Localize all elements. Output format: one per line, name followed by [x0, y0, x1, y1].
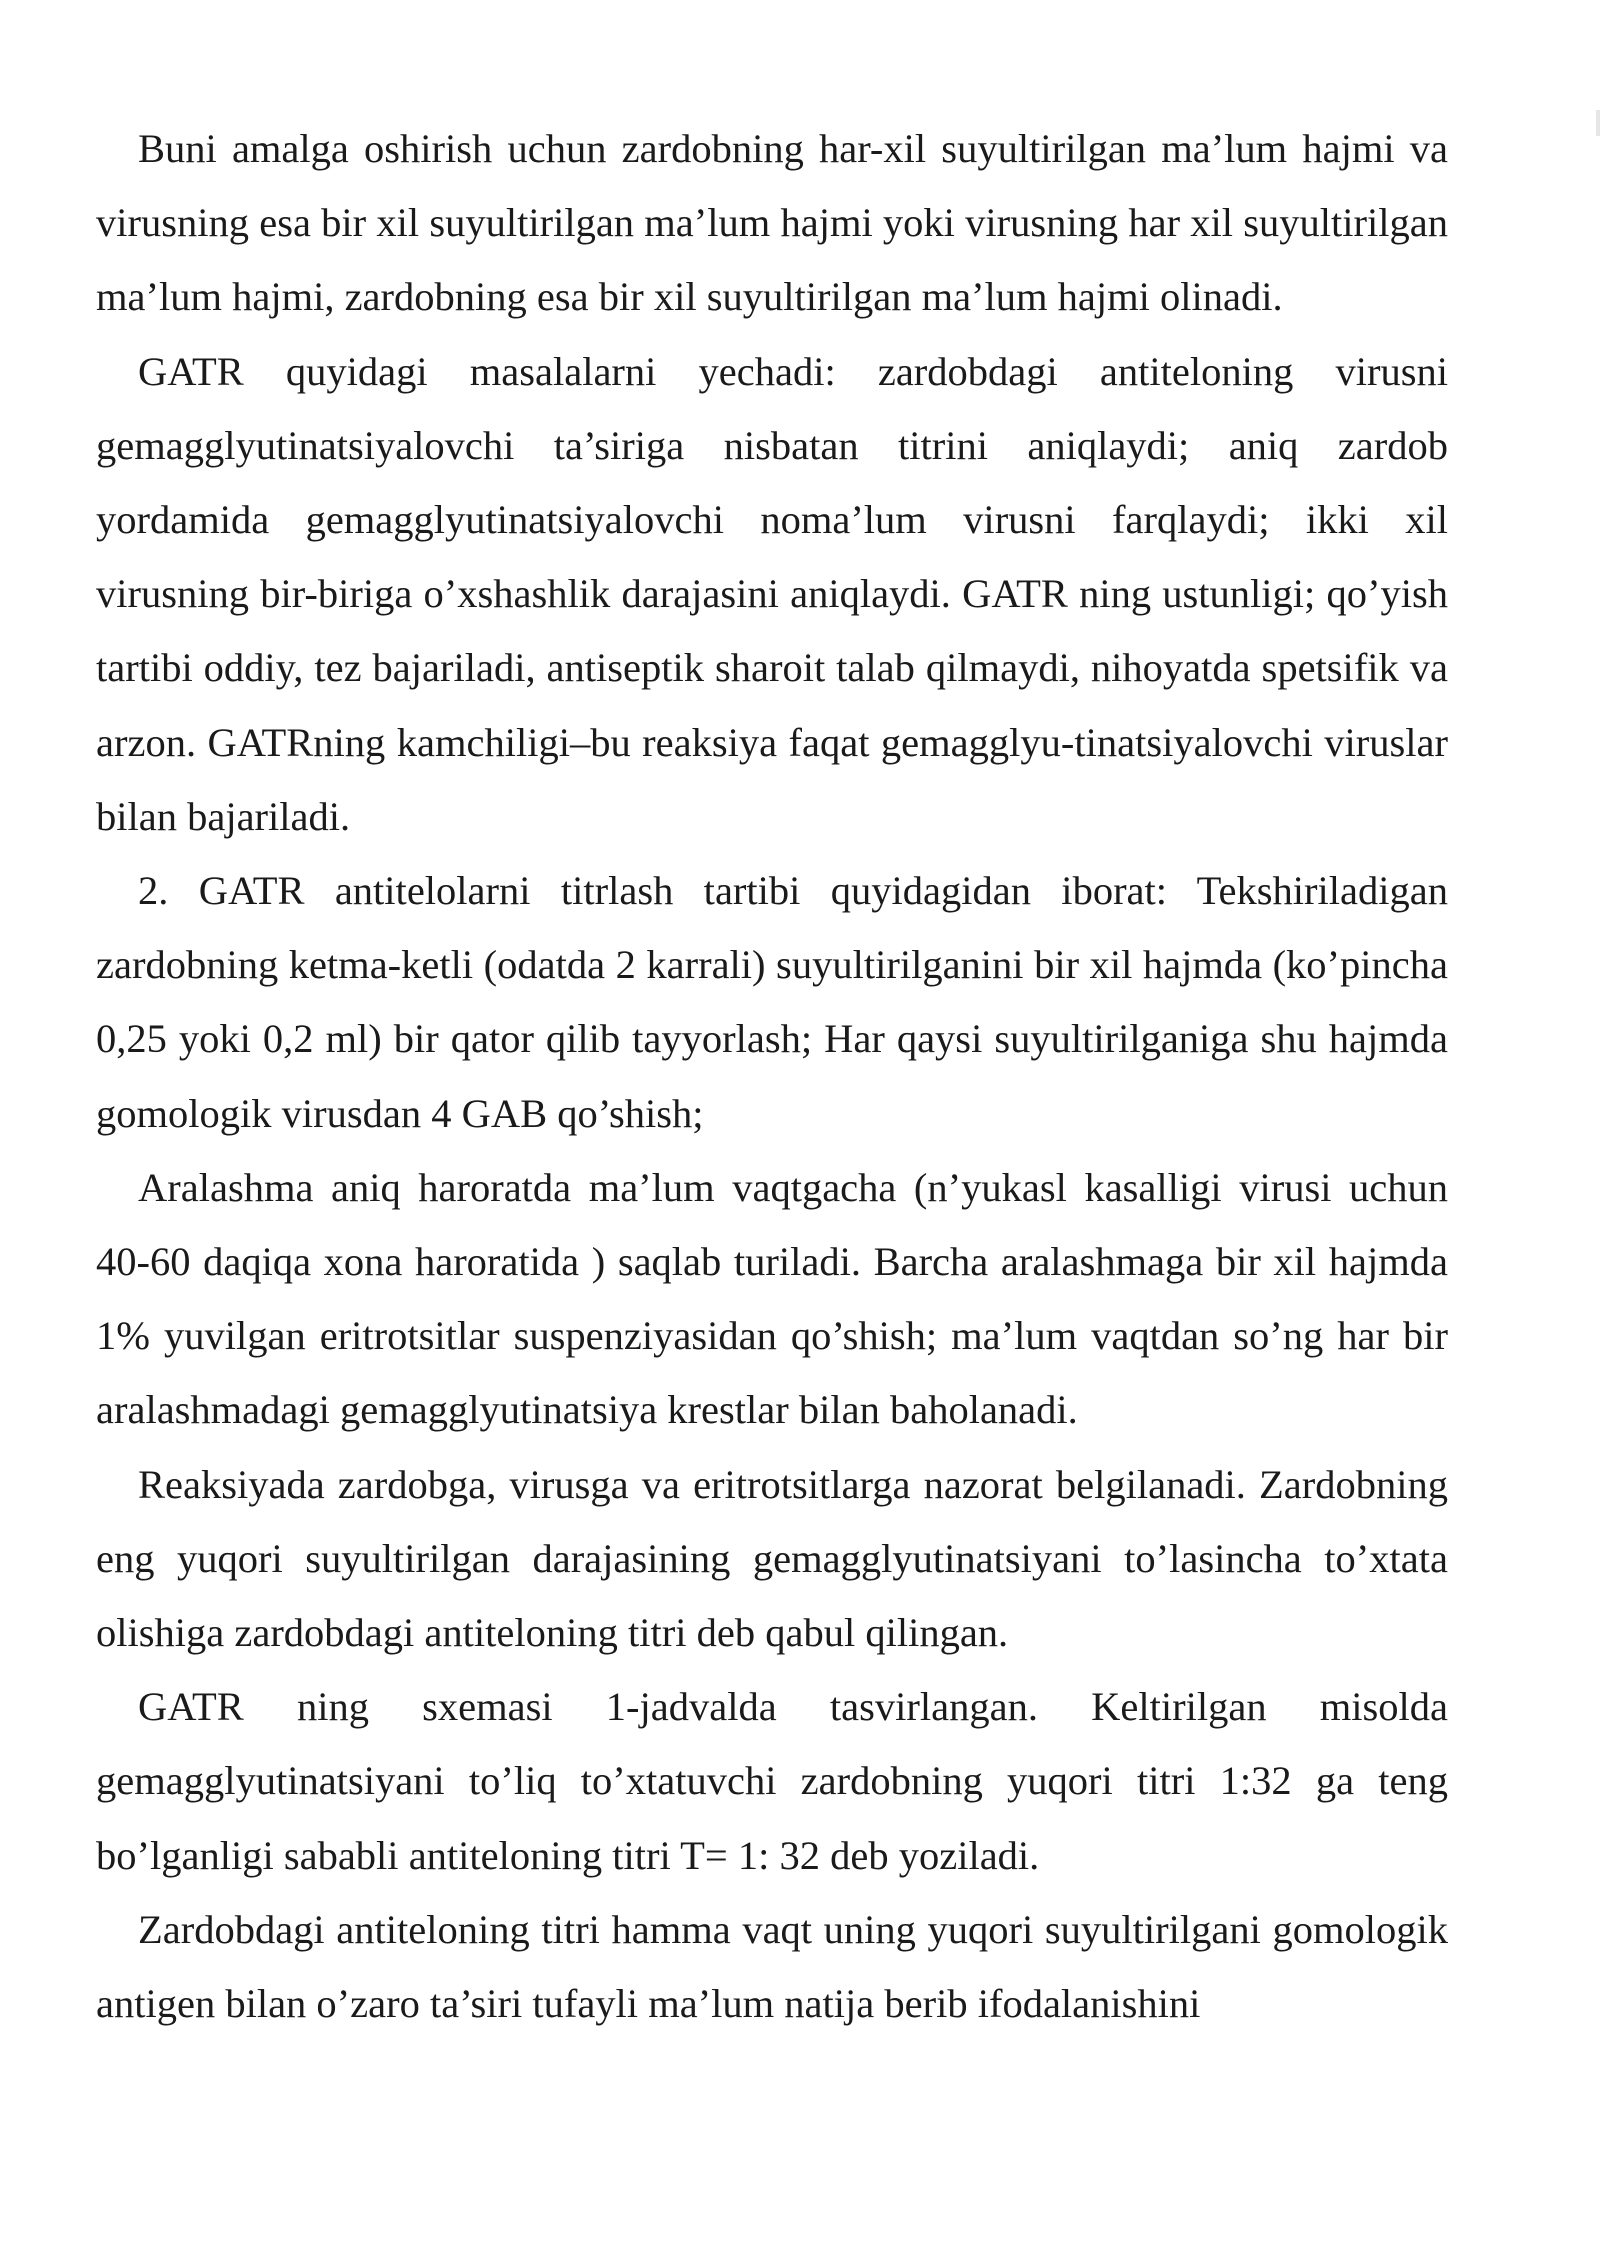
paragraph-5: Reaksiyada zardobga, virusga va eritrotsitlarga nazorat belgilanadi. Zardobning eng yuqori suyultirilgan darajasining gemagglyutinatsiyani to’lasincha to’xtata olishiga zardobdagi antiteloning titri deb qabul qilingan. [96, 1461, 1448, 1656]
document-page [96, 112, 1448, 2041]
paragraph-6: GATR ning sxemasi 1-jadvalda tasvirlangan. Keltirilgan misolda gemagglyutinatsiyani to’liq to’xtatuvchi zardobning yuqori titri 1:32 ga teng bo’lganligi sababli antiteloning titri T= 1: 32 deb yoziladi. [96, 1684, 1448, 1878]
paragraph-3: 2. GATR antitelolarni titrlash tartibi quyidagidan iborat: Tekshiriladigan zardobning ketma-ketli (odatda 2 karrali) suyultirilganini bir xil hajmda (ko’pincha 0,25 yoki 0,2 ml) bir qator qilib tayyorlash; Har qaysi suyultirilganiga shu hajmda gomologik virusdan 4 GAB qo’shish; [96, 868, 1448, 1136]
page-edge-mark [1596, 110, 1600, 136]
paragraph-2: GATR quyidagi masalalarni yechadi: zardobdagi antiteloning virusni gemagglyutinatsiyalovchi ta’siriga nisbatan titrini aniqlaydi; aniq zardob yordamida gemagglyutinatsiyalovchi noma’lum virusni farqlaydi; ikki xil virusning bir-biriga o’xshashlik darajasini aniqlaydi. GATR ning ustunligi; qo’yish tartibi oddiy, tez bajariladi, antiseptik sharoit talab qilmaydi, nihoyatda spetsifik va arzon. GATRning kamchiligi–bu reaksiya faqat gemagglyu-tinatsiyalovchi viruslar bilan bajariladi. [96, 348, 1448, 839]
paragraph-7: Zardobdagi antiteloning titri hamma vaqt uning yuqori suyultirilgani gomologik antigen bilan o’zaro ta’siri tufayli ma’lum natija berib ifodalanishini [96, 1906, 1448, 2027]
paragraph-4: Aralashma aniq haroratda ma’lum vaqtgacha (n’yukasl kasalligi virusi uchun 40-60 daqiqa xona haroratida ) saqlab turiladi. Barcha aralashmaga bir xil hajmda 1% yuvilgan eritrotsitlar suspenziyasidan qo’shish; ma’lum vaqtdan so’ng har bir aralashmadagi gemagglyutinatsiya krestlar bilan baholanadi. [96, 1164, 1448, 1433]
paragraph-1: Buni amalga oshirish uchun zardobning har-xil suyultirilgan ma’lum hajmi va virusning esa bir xil suyultirilgan ma’lum hajmi yoki virusning har xil suyultirilgan ma’lum hajmi, zardobning esa bir xil suyultirilgan ma’lum hajmi olinadi. [96, 126, 1448, 320]
